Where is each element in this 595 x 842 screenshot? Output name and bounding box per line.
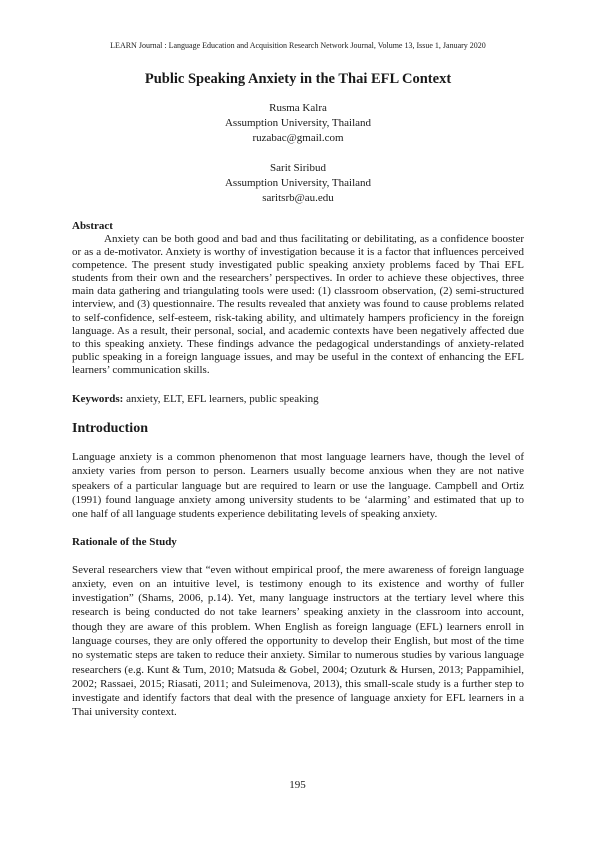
page-number: 195 <box>289 779 306 791</box>
introduction-paragraph: Language anxiety is a common phenomenon that most language learners have, though the level of anxiety varies from person to person. Learners usually become anxious when they are not native speakers of a particular language but are required to learn or use the language. Campbell and Ortiz (1991) found language anxiety among university students to be ‘alarming’ and estimated that up to one half of all language students experience debilitating levels of speaking anxiety. <box>72 451 524 521</box>
abstract-text: Anxiety can be both good and bad and thus facilitating or debilitating, as a confidence booster or as a de-motivator. Anxiety is worthy of investigation because it is a factor that influences perceived competence. The present study investigated public speaking anxiety problems faced by Thai EFL students from their own and the researchers’ perspectives. In order to achieve these objectives, three main data gathering and triangulating tools were used: (1) classroom observation, (2) semi-structured interview, and (3) questionnaire. The results revealed that anxiety was found to cause problems related to self-confidence, self-esteem, risk-taking ability, and ultimately hampers proficiency in the foreign language. As a result, their personal, social, and academic contexts have been negatively affected due to this speaking anxiety. These findings advance the pedagogical understandings of anxiety-related public speaking in a foreign language issues, and may be useful in the context of enhancing the EFL learners’ communication skills. <box>72 233 524 376</box>
author-affiliation: Assumption University, Thailand <box>224 177 372 189</box>
running-header: LEARN Journal : Language Education and Acquisition Research Network Journal, Volume 13, Issue 1, January 2020 <box>110 41 486 50</box>
author-name: Rusma Kalra <box>269 102 327 114</box>
author-affiliation: Assumption University, Thailand <box>224 117 372 129</box>
keywords-line <box>72 393 524 406</box>
introduction-heading: Introduction <box>72 421 148 437</box>
abstract-heading: Abstract <box>72 220 113 232</box>
author-email: saritsrb@au.edu <box>262 192 334 204</box>
author-block <box>72 101 524 146</box>
keywords-label: Keywords: <box>72 393 124 406</box>
rationale-paragraph: Several researchers view that “even without empirical proof, the mere awareness of foreign language anxiety, even on an intuitive level, is testimony enough to its existence and worthy of fuller investigation” (Shams, 2006, p.14). Yet, many language instructors at the tertiary level where this research is being conducted do not take learners’ speaking anxiety in the classroom into account, though they are aware of this problem. When English as foreign language (EFL) learners enroll in language courses, they are only offered the opportunity to develop their English, but most of the time no systematic steps are taken to reduce their anxiety. Similar to numerous studies by various language researchers (e.g. Kunt & Tum, 2010; Matsuda & Gobel, 2004; Ozuturk & Hursen, 2013; Pappamihiel, 2002; Rassaei, 2015; Riasati, 2011; and Suleimenova, 2013), this small-scale study is a further step to investigate and identify factors that deal with the presence of language anxiety for EFL learners in a Thai university context. <box>72 563 524 719</box>
rationale-heading: Rationale of the Study <box>72 535 177 548</box>
author-email: ruzabac@gmail.com <box>252 132 344 144</box>
page-content <box>72 40 524 720</box>
paper-title: Public Speaking Anxiety in the Thai EFL Context <box>144 71 452 87</box>
keywords-text: anxiety, ELT, EFL learners, public speaking <box>126 393 319 406</box>
author-name: Sarit Siribud <box>270 162 326 174</box>
author-block <box>72 161 524 206</box>
